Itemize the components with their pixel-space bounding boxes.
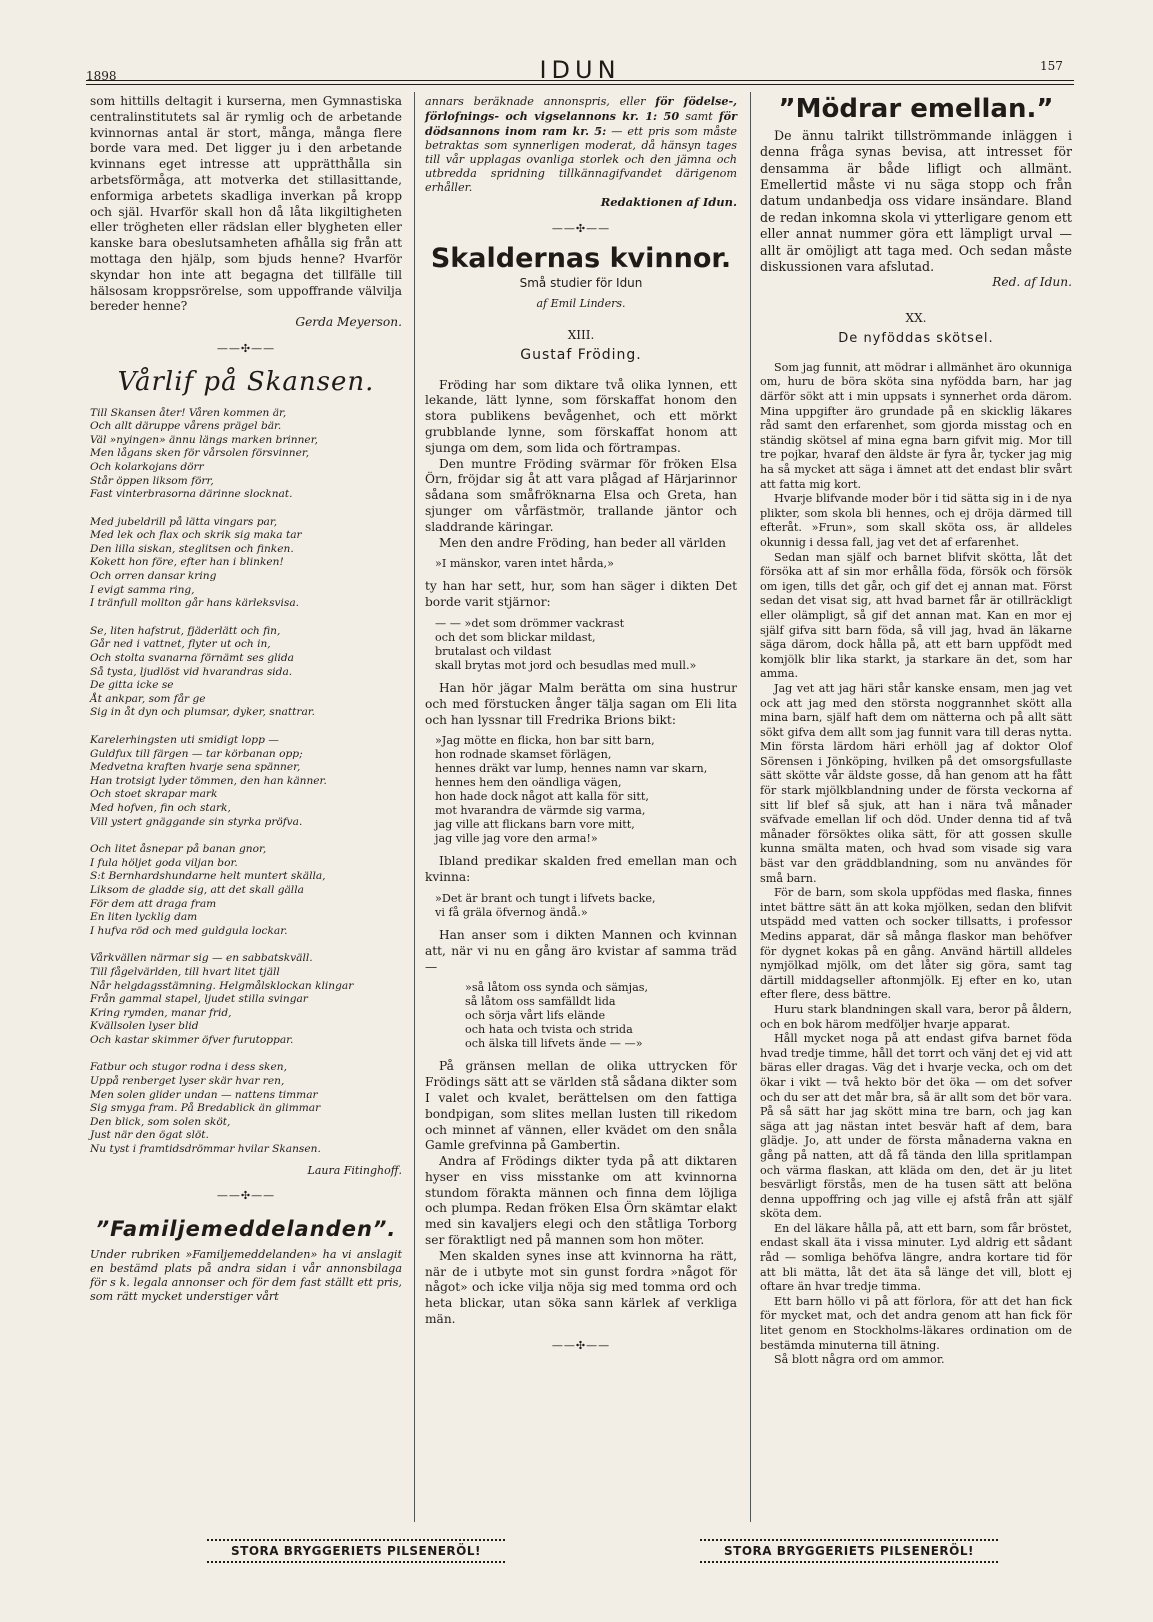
poem-stanza (90, 407, 402, 502)
poem-line: Och orren dansar kring (90, 570, 217, 583)
quote-line: och det som blickar mildast, (435, 630, 596, 644)
quote (435, 617, 737, 673)
paragraph: För de barn, som skola uppfödas med flaska, finnes intet bättre sätt än att koka mjölken, sedan den blifvit utspädd med vatten och socker tillsatts, i professor Medins apparat, där så många flaskor man behöfver för dygnet kokas på en gång. Använd härtill alldeles nymjölkad mjölk, om det låter sig göra, samt tag därtill middagseller aftonmjölk. Ej efter en ko, utan efter flere, dess bättre. (760, 886, 1072, 1002)
signature: Red. af Idun. (992, 275, 1072, 290)
section-heading: Gustaf Fröding. (520, 346, 642, 363)
notice-continuation (425, 94, 737, 195)
poem-line: För dem att draga fram (90, 897, 217, 910)
notice-text: annars beräknade annonspris, eller (425, 95, 646, 108)
ornament-divider: ——✣—— (216, 341, 276, 355)
poem-stanza (90, 952, 402, 1047)
paragraph: Hvarje blifvande moder bör i tid sätta sig in i de nya plikter, som skola bli hennes, och ej dröja därmed till efteråt. »Frun», som skall sköta oss, är alldeles okunnig i dessa fall, jag vet det af erfarenhet. (760, 492, 1072, 549)
poem-line: Går ned i vattnet, flyter ut och in, (90, 638, 271, 651)
column-divider (414, 92, 415, 1522)
column-divider (750, 92, 751, 1522)
column-left (90, 94, 402, 1304)
poem-line: Fatbur och stugor rodna i dess sken, (90, 1061, 287, 1074)
poem-line: Just när den ögat slöt. (90, 1129, 209, 1142)
paragraph: Ibland predikar skalden fred emellan man och kvinna: (425, 854, 737, 885)
poem-body (90, 407, 402, 1157)
paragraph: Men den andre Fröding, han beder all världen (439, 535, 726, 550)
paragraph: ty han har sett, hur, som han säger i dikten Det borde varit stjärnor: (425, 579, 737, 610)
article-title: Skaldernas kvinnor. (430, 242, 732, 274)
paragraph: Ett barn höllo vi på att förlora, för att det han fick för mycket mat, och det andra genom att han fick för litet genom en Stockholms-läkares ordination om de bestämda minuterna till ätning. (760, 1294, 1072, 1352)
section-heading: De nyföddas skötsel. (838, 331, 994, 347)
paragraph: Den muntre Fröding svärmar för fröken Elsa Örn, fröjdar sig åt att vara plågad af Härjarinnor sådana som småfröknarna Elsa och Greta, han sjunger om vårfästmör, trallande jäntor och sladdrande käringar. (425, 456, 737, 534)
signature: Redaktionen af Idun. (600, 195, 737, 209)
poem-line: Åt ankpar, som får ge (90, 692, 206, 705)
poem-line: Och kastar skimmer öfver furutoppar. (90, 1033, 294, 1046)
part-number: XX. (905, 311, 927, 326)
quote-line: vi få gräla öfvernog ändå.» (435, 905, 588, 919)
quote-line: »Jag mötte en flicka, hon bar sitt barn, (435, 734, 655, 748)
poem-line: Och kolarkojans dörr (90, 460, 204, 473)
poem-line: Den lilla siskan, steglitsen och finken. (90, 542, 294, 555)
poem-line: Kring rymden, manar frid, (90, 1006, 232, 1019)
poem-line: Så tysta, ljudlöst vid hvarandras sida. (90, 665, 293, 678)
ornament-divider: ——✣—— (216, 1189, 276, 1203)
poem-stanza (90, 516, 402, 611)
quote-line: »I mänskor, varen intet hårda,» (435, 557, 614, 571)
advertisement-banner: STORA BRYGGERIETS PILSENERÖL! (700, 1539, 998, 1563)
paragraph: Andra af Frödings dikter tyda på att diktaren hyser en viss misstanke om att kvinnorna stundom förakta männen och finna dem löjliga och plumpa. Redan fröken Elsa Örn skämtar elakt med sin kavaljers elegi och den ståtliga Torborg ser föraktligt ned på mannen som hon möter. (425, 1154, 737, 1248)
paragraph: På gränsen mellan de olika uttrycken för Frödings sätt att se världen stå sådana dikter som I valet och kvalet, berättelsen om den fattiga bondpigan, som slites mellan lusten till rikedom och minnet af vännen, eller kvädet om den snåla Gamle grefvinna på Gambertin. (425, 1059, 737, 1153)
header-rule (86, 80, 1074, 85)
poem-line: Med lek och flax och skrik sig maka tar (90, 529, 302, 542)
editorial-note: De ännu talrikt tillströmmande inläggen i denna fråga synas bevisa, att intresset för densamma är både lifligt och allmänt. Emellertid måste vi nu säga stopp och från datum undanbedja oss vidare insändare. Bland de redan inkomna skola vi ytterligare genom ett eller annat nummer göra ett lämpligt urval — allt är omöjligt att taga med. Och sedan måste diskussionen vara afslutad. (760, 127, 1072, 275)
paragraph: Sedan man själf och barnet blifvit skötta, låt det försöka att af sin mor erhålla föda, försök och försök om igen, tills det går, och gif det ej annan mat. Först sedan det visat sig, att hvad barnet får är otillräckligt eller olämpligt, så gif det annan mat. Kan en mor ej själf gifva sitt barn föda, så vill jag, hvad än läkarne säga därom, dock hålla på, att ett barn uppfödt med komjölk blir lika starkt, ja starkare än det, som har amma. (760, 550, 1072, 681)
quote-line: och älska till lifvets ände — —» (465, 1037, 643, 1051)
quote (465, 981, 737, 1051)
quote-line: hennes dräkt var lump, hennes namn var skarn, (435, 762, 708, 776)
notice-price: för dödsannons inom ram kr. 5: (425, 109, 738, 138)
poem-line: Står öppen liksom förr, (90, 474, 214, 487)
poem-line: En liten lycklig dam (90, 911, 198, 924)
poem-line: Till fågelvärlden, till hvart litet tjäll (90, 965, 280, 978)
poem-title: Vårlif på Skansen. (117, 366, 375, 397)
article-body (760, 361, 1072, 1368)
poem-line: I hufva röd och med guldgula lockar. (90, 924, 288, 937)
paragraph: Fröding har som diktare två olika lynnen, ett lekande, lätt lynne, som förskaffat honom den stora publikens bevågenhet, och ett mörkt grubblande lynne, som förskaffat honom att sjunga om dem, som lida och förtrampas. (425, 377, 737, 455)
poem-line: Med hofven, fin och stark, (90, 801, 231, 814)
poem-line: Och stolta svanarna förnämt ses glida (90, 652, 294, 665)
article-subtitle: Små studier för Idun (519, 276, 643, 291)
header-title: IDUN (539, 56, 621, 84)
quote-line: skall brytas mot jord och besudlas med mull.» (435, 658, 697, 672)
paragraph: Huru stark blandningen skall vara, beror på åldern, och en bok härom medföljer hvarje apparat. (760, 1002, 1072, 1031)
poem-line: S:t Bernhardshundarne helt muntert skälla, (90, 870, 326, 883)
signature: Gerda Meyerson. (295, 315, 402, 330)
quote-line: och hata och tvista och strida (465, 1023, 633, 1037)
poem-line: Kokett hon före, efter han i blinken! (90, 556, 284, 569)
paragraph: Håll mycket noga på att endast gifva barnet föda hvad tredje timme, håll det torrt och vänj det ej vid att bäras eller dragas. Väg det i hvarje vecka, och om det ökar i vikt — två hekto bör det öka — om det sofver och du ser att det mår bra, så är allt som det bör vara. På så sätt har jag skött mina tre barn, och jag kan säga att jag nästan intet besvär haft af dem, bara glädje. Jo, att under de första månaderna vakna en gång på natten, att då få tända den lilla spritlampan och värma flaskan, att kläda om den, det är ju litet besvärligt förstås, men de ha tusen sätt att belöna denna uppoffring och jag ville ej afstå från att själf sköta dem. (760, 1032, 1072, 1221)
poem-line: Fast vinterbrasorna därinne slocknat. (90, 488, 293, 501)
notice-text: Under rubriken »Familjemeddelanden» ha vi anslagit en bestämd plats på andra sidan i vår annonsbilaga för s k. legala annonser och för dem fast ställt ett pris, som rätt mycket understiger vårt (90, 1248, 402, 1304)
poem-line: Når helgdagsstämning. Helgmålsklockan klingar (90, 979, 354, 992)
notice-text: samt (685, 110, 713, 123)
byline: af Emil Linders. (536, 297, 626, 311)
poem-stanza (90, 625, 402, 720)
poem-line: Liksom de gladde sig, att det skall gälla (90, 883, 304, 896)
poem-line: Väl »nyingen» ännu längs marken brinner, (90, 433, 318, 446)
section-title: ”Familjemeddelanden”. (95, 1217, 397, 1242)
paragraph: Han hör jägar Malm berätta om sina hustrur och med förstucken ånger tälja sagan om Eli lita och han lyssnar till Fredrika Brions bikt: (425, 680, 737, 727)
article-title: ”Mödrar emellan.” (778, 94, 1054, 124)
paragraph: Han anser som i dikten Mannen och kvinnan att, när vi nu en gång äro kvistar af samma träd — (425, 927, 737, 974)
poem-line: Och litet åsnepar på banan gnor, (90, 843, 267, 856)
poem-line: Kvällsolen lyser blid (90, 1020, 199, 1033)
poem-signature: Laura Fitinghoff. (307, 1163, 402, 1177)
paragraph: Jag vet att jag häri står kanske ensam, men jag vet ock att jag med den största noggrannhet skött alla mina barn, själf haft dem om nätterna och på allt sätt sökt gifva dem allt som jag funnit vara till deras nytta. Min första lärdom häri erhöll jag af doktor Olof Sörensen i Jönköping, hvilken på det omsorgsfullaste sätt skötte vår äldste gosse, då han genom att ha fått för stark mjölkblandning under de första veckorna af sitt lif blef så sjuk, att han i nära två månader sväfvade emellan lif och död. Under denna tid af två månader försöktes olika sätt, för att gossen skulle kunna smälta maten, och hvad som visade sig vara bäst var den gräddblandning, som nu användes för små barn. (760, 681, 1072, 885)
poem-line: Och allt däruppe vårens prägel bär. (90, 420, 282, 433)
poem-line: Han trotsigt lyder tömmen, den han känner. (90, 774, 327, 787)
quote-line: hon rodnade skamset förlägen, (435, 748, 612, 762)
poem-line: I fula höljet goda viljan bor. (90, 856, 238, 869)
quote-line: hennes hem den oändliga vägen, (435, 776, 622, 790)
paragraph: Så blott några ord om ammor. (774, 1353, 945, 1367)
quote-line: så låtom oss samfälldt lida (465, 995, 616, 1009)
part-number: XIII. (567, 327, 595, 342)
poem-line: Sig in åt dyn och plumsar, dyker, snattrar. (90, 706, 316, 719)
poem-line: De gitta icke se (90, 679, 174, 692)
article-continuation: som hittills deltagit i kurserna, men Gymnastiska centralinstitutets sal är rymlig och de arbetande kvinnornas antal är stort, många, många flere borde vara med. Det ligger ju i den arbetande kvinnans eget intresse att upprätthålla sin arbetsförmåga, att motverka det stillasittande, enformiga arbetets skadliga inverkan på kropp och själ. Hvarför skall hon då låta likgiltigheten eller trögheten eller rädslan eller blygheten eller kanske bara obeslutsamheten afhålla sig från att mottaga den hjälp, som bjuds henne? Hvarför skyndar hon inte att begagna det tillfälle till hälsosam kroppsrörelse, som uppoffrande välvilja bereder henne? (90, 94, 402, 314)
quote-line: »så låtom oss synda och sämjas, (465, 981, 649, 995)
quote (435, 734, 737, 846)
poem-stanza (90, 1061, 402, 1156)
header-year: 1898 (86, 69, 117, 83)
quote (435, 892, 737, 920)
poem-stanza (90, 734, 402, 829)
header-page-number: 157 (1040, 59, 1063, 73)
column-middle (425, 94, 737, 1366)
quote-line: mot hvarandra de värmde sig varma, (435, 804, 646, 818)
poem-line: I evigt samma ring, (90, 583, 195, 596)
ornament-divider: ——✣—— (551, 221, 611, 235)
poem-line: Sig smyga fram. På Bredablick än glimmar (90, 1102, 321, 1115)
poem-line: Till Skansen åter! Våren kommen är, (90, 406, 287, 419)
quote-line: — — »det som drömmer vackrast (435, 616, 625, 630)
poem-stanza (90, 843, 402, 938)
poem-line: Med jubeldrill på lätta vingars par, (90, 515, 278, 528)
poem-line: Men solen glider undan — nattens timmar (90, 1088, 318, 1101)
poem-line: Den blick, som solen sköt, (90, 1115, 231, 1128)
poem-line: Karelerhingsten uti smidigt lopp — (90, 734, 279, 747)
quote-line: »Det är brant och tungt i lifvets backe, (435, 891, 656, 905)
poem-line: Uppå renberget lyser skär hvar ren, (90, 1075, 285, 1088)
quote (435, 557, 737, 571)
poem-line: Se, liten hafstrut, fjäderlätt och fin, (90, 624, 281, 637)
poem-line: Från gammal stapel, ljudet stilla svingar (90, 993, 308, 1006)
quote-line: hon hade dock något att kalla för sitt, (435, 790, 649, 804)
poem-line: Och stoet skrapar mark (90, 788, 218, 801)
poem-line: Guldfux till färgen — tar körbanan opp; (90, 747, 303, 760)
poem-line: I tränfull mollton går hans kärleksvisa. (90, 597, 300, 610)
paragraph: Som jag funnit, att mödrar i allmänhet äro okunniga om, huru de böra sköta sina nyfödda barn, har jag därför sökt att i min uppsats i synnerhet orda därom. Mina uppgifter äro grundade på en skicklig läkares råd samt den erfarenhet, som gjorda misstag och en ständig skötsel af mina egna barn gifvit mig. Mor till tre pojkar, hvaraf den äldste är fyra år, tycker jag mig ha så mycket att säga i ämnet att det endast blir svårt att fatta mig kort. (760, 360, 1072, 491)
poem-line: Men lågans sken för vårsolen försvinner, (90, 447, 310, 460)
notice-text: — ett pris som måste betraktas som synnerligen moderat, då hänsyn tages till vår upplagas ovanliga storlek och den jämna och utbredda spridning tillkännagifvandet därigenom erhåller. (425, 125, 737, 194)
advertisement-banner: STORA BRYGGERIETS PILSENERÖL! (207, 1539, 505, 1563)
ornament-divider: ——✣—— (551, 1338, 611, 1352)
paragraph: En del läkare hålla på, att ett barn, som får bröstet, endast skall äta i vissa minuter. Lyd aldrig ett sådant råd — somliga behöfva längre, andra kortare tid för att bli mätta, låt det äta så länge det vill, blott ej oftare än hvar tredje timma. (760, 1221, 1072, 1294)
column-right (760, 94, 1072, 1368)
paragraph: Men skalden synes inse att kvinnorna ha rätt, när de i utbyte mot sin gunst fordra »något för något» och icke vilja nöja sig med tomma ord och heta blickar, utan söka sann kärlek af verkliga män. (425, 1248, 737, 1327)
poem-line: Vill ystert gnäggande sin styrka pröfva. (90, 815, 303, 828)
notice-price: för födelse-, förlofnings- och vigselannons kr. 1: 50 (425, 94, 738, 123)
quote-line: och sörja vårt lifs elände (465, 1009, 606, 1023)
quote-line: jag ville att flickans barn vore mitt, (435, 818, 635, 832)
quote-line: jag ville jag vore den arma!» (435, 832, 598, 846)
poem-line: Medvetna kraften hvarje sena spänner, (90, 761, 301, 774)
poem-line: Nu tyst i framtidsdrömmar hvilar Skansen. (90, 1143, 321, 1156)
quote-line: brutalast och vildast (435, 644, 552, 658)
poem-line: Vårkvällen närmar sig — en sabbatskväll. (90, 952, 313, 965)
